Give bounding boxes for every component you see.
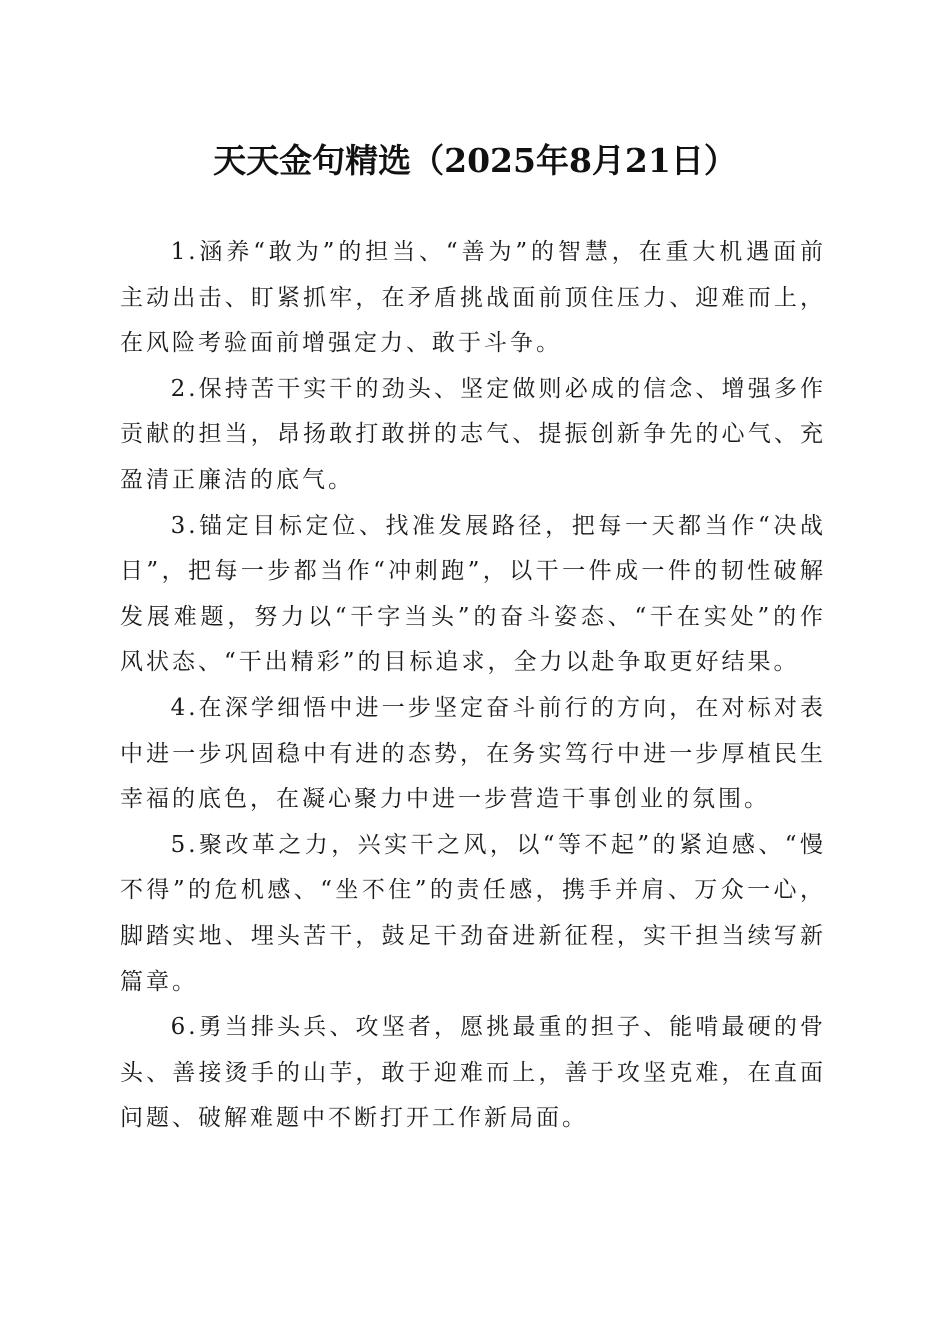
- document-title: 天天金句精选（2025年8月21日）: [213, 141, 737, 180]
- quote-paragraph-3: 3.锚定目标定位、找准发展路径，把每一天都当作“决战日”，把每一步都当作“冲刺跑”，以干一件成一件的韧性破解发展难题，努力以“干字当头”的奋斗姿态、“干在实处”的作风状态、“干出精彩”的目标追求，全力以赴争取更好结果。: [120, 512, 826, 676]
- quote-paragraph-2: 2.保持苦干实干的劲头、坚定做则必成的信念、增强多作贡献的担当，昂扬敢打敢拼的志气、提振创新争先的心气、充盈清正廉洁的底气。: [120, 375, 826, 493]
- quote-paragraph-6: 6.勇当排头兵、攻坚者，愿挑最重的担子、能啃最硬的骨头、善接烫手的山芋，敢于迎难而上，善于攻坚克难，在直面问题、破解难题中不断打开工作新局面。: [120, 1014, 826, 1132]
- document-body: [120, 230, 826, 1142]
- quote-paragraph-4: 4.在深学细悟中进一步坚定奋斗前行的方向，在对标对表中进一步巩固稳中有进的态势，在务实笃行中进一步厚植民生幸福的底色，在凝心聚力中进一步营造干事创业的氛围。: [120, 694, 826, 813]
- quote-paragraph-1: 1.涵养“敢为”的担当、“善为”的智慧，在重大机遇面前主动出击、盯紧抓牢，在矛盾挑战面前顶住压力、迎难而上，在风险考验面前增强定力、敢于斗争。: [120, 239, 826, 357]
- quote-paragraph-5: 5.聚改革之力，兴实干之风，以“等不起”的紧迫感、“慢不得”的危机感、“坐不住”的责任感，携手并肩、万众一心，脚踏实地、埋头苦干，鼓足干劲奋进新征程，实干担当续写新篇章。: [120, 831, 826, 995]
